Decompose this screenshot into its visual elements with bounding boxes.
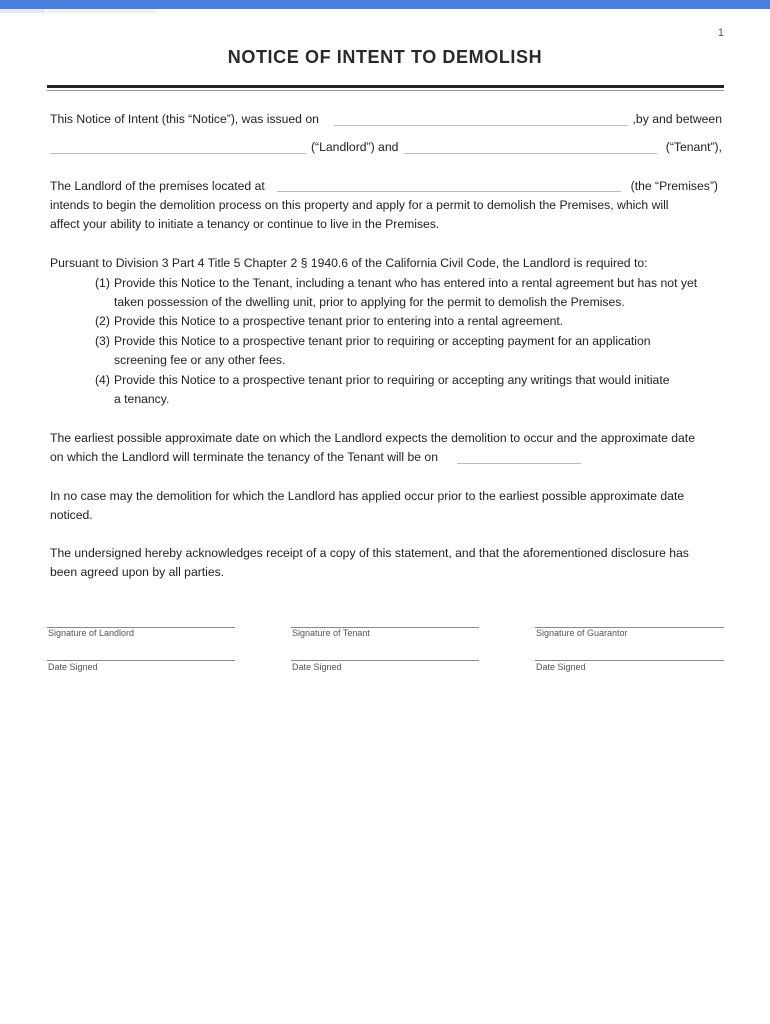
- guarantor-date-label: Date Signed: [536, 662, 586, 672]
- list-item-number: (3): [95, 334, 110, 348]
- document-title: NOTICE OF INTENT TO DEMOLISH: [227, 47, 543, 67]
- landlord-signature-label: Signature of Landlord: [48, 628, 135, 638]
- intro-by-and-between-text: ,by and between: [632, 112, 722, 126]
- earliest-date-line-1: The earliest possible approximate date on which the Landlord expects the demolition to occur and the approximate date: [50, 431, 695, 445]
- guarantor-signature-label: Signature of Guarantor: [536, 628, 628, 638]
- list-item-text-continued: taken possession of the dwelling unit, prior to applying for the permit to demolish the Premises.: [114, 295, 625, 309]
- acknowledge-line-2: been agreed upon by all parties.: [50, 565, 225, 579]
- list-item-number: (1): [95, 276, 110, 290]
- tenant-name-field[interactable]: [404, 153, 657, 154]
- issue-date-field[interactable]: [334, 125, 628, 126]
- landlord-label: (“Landlord”) and: [311, 140, 399, 154]
- page-number: 1: [717, 27, 724, 39]
- list-item-text: Provide this Notice to a prospective tenant prior to entering into a rental agreement.: [114, 314, 564, 328]
- premises-address-field[interactable]: [277, 191, 621, 192]
- top-tab-indicator-secondary: [47, 9, 157, 13]
- tenant-date-field[interactable]: [291, 660, 479, 661]
- tenant-signature-label: Signature of Tenant: [292, 628, 370, 638]
- premises-prefix-text: The Landlord of the premises located at: [50, 179, 265, 193]
- landlord-name-field[interactable]: [50, 153, 306, 154]
- no-case-line-1: In no case may the demolition for which the Landlord has applied occur prior to the earliest possible approximate date: [50, 489, 685, 503]
- list-item-text: Provide this Notice to the Tenant, including a tenant who has entered into a rental agreement but has not yet: [114, 276, 698, 290]
- no-case-line-2: noticed.: [50, 508, 93, 522]
- premises-line-3: affect your ability to initiate a tenancy or continue to live in the Premises.: [50, 217, 440, 231]
- tenant-date-label: Date Signed: [292, 662, 342, 672]
- landlord-date-label: Date Signed: [48, 662, 98, 672]
- premises-line-2: intends to begin the demolition process on this property and apply for a permit to demolish the Premises, which will: [50, 198, 669, 212]
- tenant-label: (“Tenant”),: [665, 140, 722, 154]
- premises-suffix-text: (the “Premises”): [630, 179, 718, 193]
- termination-date-field[interactable]: [457, 463, 581, 464]
- list-item-text: Provide this Notice to a prospective tenant prior to requiring or accepting any writings that would initiate: [114, 373, 670, 387]
- list-item-text: Provide this Notice to a prospective tenant prior to requiring or accepting payment for an application: [114, 334, 651, 348]
- title-rule-thin: [47, 90, 724, 91]
- acknowledge-line-1: The undersigned hereby acknowledges receipt of a copy of this statement, and that the aforementioned disclosure has: [50, 546, 689, 560]
- earliest-date-line-2: on which the Landlord will terminate the tenancy of the Tenant will be on: [50, 450, 438, 464]
- landlord-date-field[interactable]: [47, 660, 235, 661]
- list-item-number: (2): [95, 314, 110, 328]
- intro-issued-on-text: This Notice of Intent (this “Notice”), was issued on: [50, 112, 319, 126]
- guarantor-date-field[interactable]: [535, 660, 724, 661]
- title-rule-thick: [47, 85, 724, 88]
- top-accent-bar: [0, 0, 770, 9]
- pursuant-lead-text: Pursuant to Division 3 Part 4 Title 5 Chapter 2 § 1940.6 of the California Civil Code, the Landlord is required to:: [50, 256, 648, 270]
- list-item-number: (4): [95, 373, 110, 387]
- list-item-text-continued: a tenancy.: [114, 392, 170, 406]
- top-tab-indicator: [0, 9, 45, 13]
- list-item-text-continued: screening fee or any other fees.: [114, 353, 286, 367]
